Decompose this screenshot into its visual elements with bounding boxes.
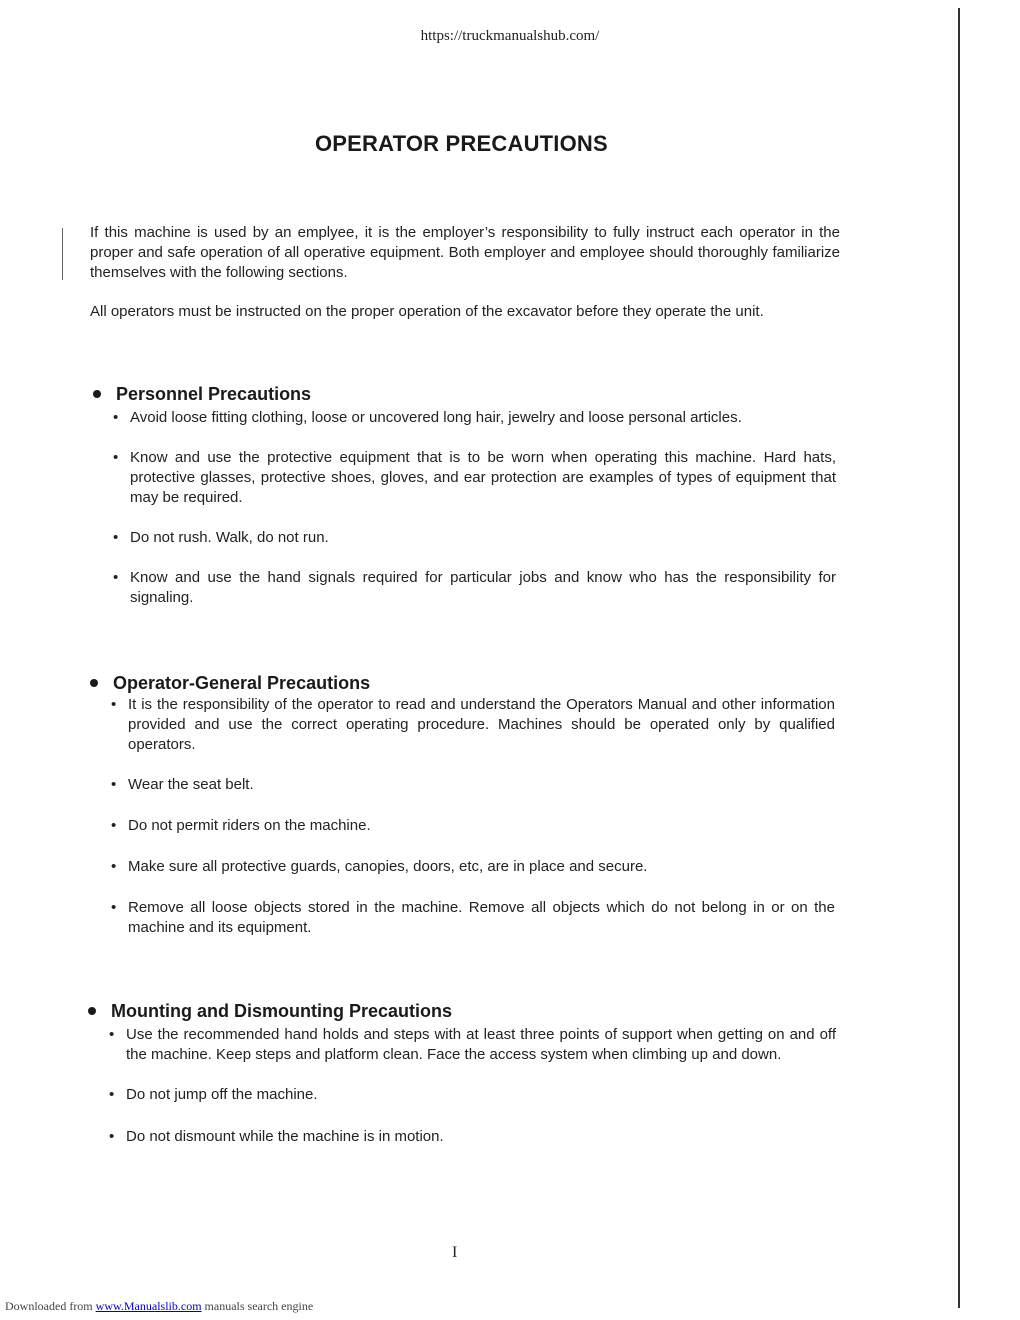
list-item: • Do not rush. Walk, do not run. bbox=[113, 528, 836, 548]
download-suffix: manuals search engine bbox=[204, 1299, 314, 1313]
bullet-icon bbox=[93, 390, 101, 398]
section-heading-text: Operator-General Precautions bbox=[113, 672, 371, 693]
list-item: • Wear the seat belt. bbox=[111, 775, 835, 795]
precaution-list bbox=[109, 1025, 836, 1147]
list-item: • Avoid loose fitting clothing, loose or uncovered long hair, jewelry and loose personal articles. bbox=[113, 408, 836, 428]
list-item: • Make sure all protective guards, canopies, doors, etc, are in place and secure. bbox=[111, 857, 835, 877]
bullet-icon bbox=[88, 1007, 96, 1015]
page-edge-line bbox=[958, 8, 960, 1308]
header-url: https://truckmanualshub.com/ bbox=[420, 28, 600, 44]
section-mounting-dismounting-precautions bbox=[88, 999, 848, 1147]
section-personnel-precautions bbox=[93, 382, 853, 608]
download-footer bbox=[5, 1299, 313, 1314]
section-heading bbox=[90, 671, 850, 695]
section-heading bbox=[93, 382, 853, 406]
section-heading bbox=[88, 999, 848, 1023]
section-operator-general-precautions bbox=[90, 671, 850, 938]
list-item: • Do not jump off the machine. bbox=[109, 1085, 836, 1105]
intro-paragraph: All operators must be instructed on the proper operation of the excavator before they operate the unit. bbox=[90, 303, 764, 320]
list-item: • It is the responsibility of the operator to read and understand the Operators Manual and other information provided and use the correct operating procedure. Machines should be operated only by qualified operators. bbox=[111, 695, 835, 755]
section-heading-text: Mounting and Dismounting Precautions bbox=[111, 1000, 452, 1021]
precaution-list bbox=[111, 695, 835, 938]
list-item: • Know and use the hand signals required for particular jobs and know who has the responsibility for signaling. bbox=[113, 568, 836, 608]
page-title: OPERATOR PRECAUTIONS bbox=[315, 131, 608, 156]
list-item: • Do not permit riders on the machine. bbox=[111, 816, 835, 836]
page-number: I bbox=[452, 1244, 458, 1261]
list-item: • Use the recommended hand holds and steps with at least three points of support when getting on and off the machine. Keep steps and platform clean. Face the access system when climbing up and down. bbox=[109, 1025, 836, 1065]
list-item: • Know and use the protective equipment that is to be worn when operating this machine. Hard hats, protective glasses, protective shoes, gloves, and ear protection are examples of types of equipment that may be required. bbox=[113, 448, 836, 508]
list-item: • Do not dismount while the machine is in motion. bbox=[109, 1127, 836, 1147]
margin-revision-bar bbox=[62, 228, 63, 280]
list-item: • Remove all loose objects stored in the machine. Remove all objects which do not belong in or on the machine and its equipment. bbox=[111, 898, 835, 938]
section-heading-text: Personnel Precautions bbox=[116, 383, 312, 404]
download-prefix: Downloaded from bbox=[5, 1299, 93, 1313]
precaution-list bbox=[113, 408, 836, 608]
bullet-icon bbox=[90, 679, 98, 687]
manualslib-link[interactable]: www.Manualslib.com bbox=[95, 1299, 202, 1313]
intro-paragraph: If this machine is used by an emplyee, it is the employer’s responsibility to fully instruct each operator in the proper and safe operation of all operative equipment. Both employer and employee should thoroughly familiarize themselves with the following sections. bbox=[90, 224, 840, 281]
